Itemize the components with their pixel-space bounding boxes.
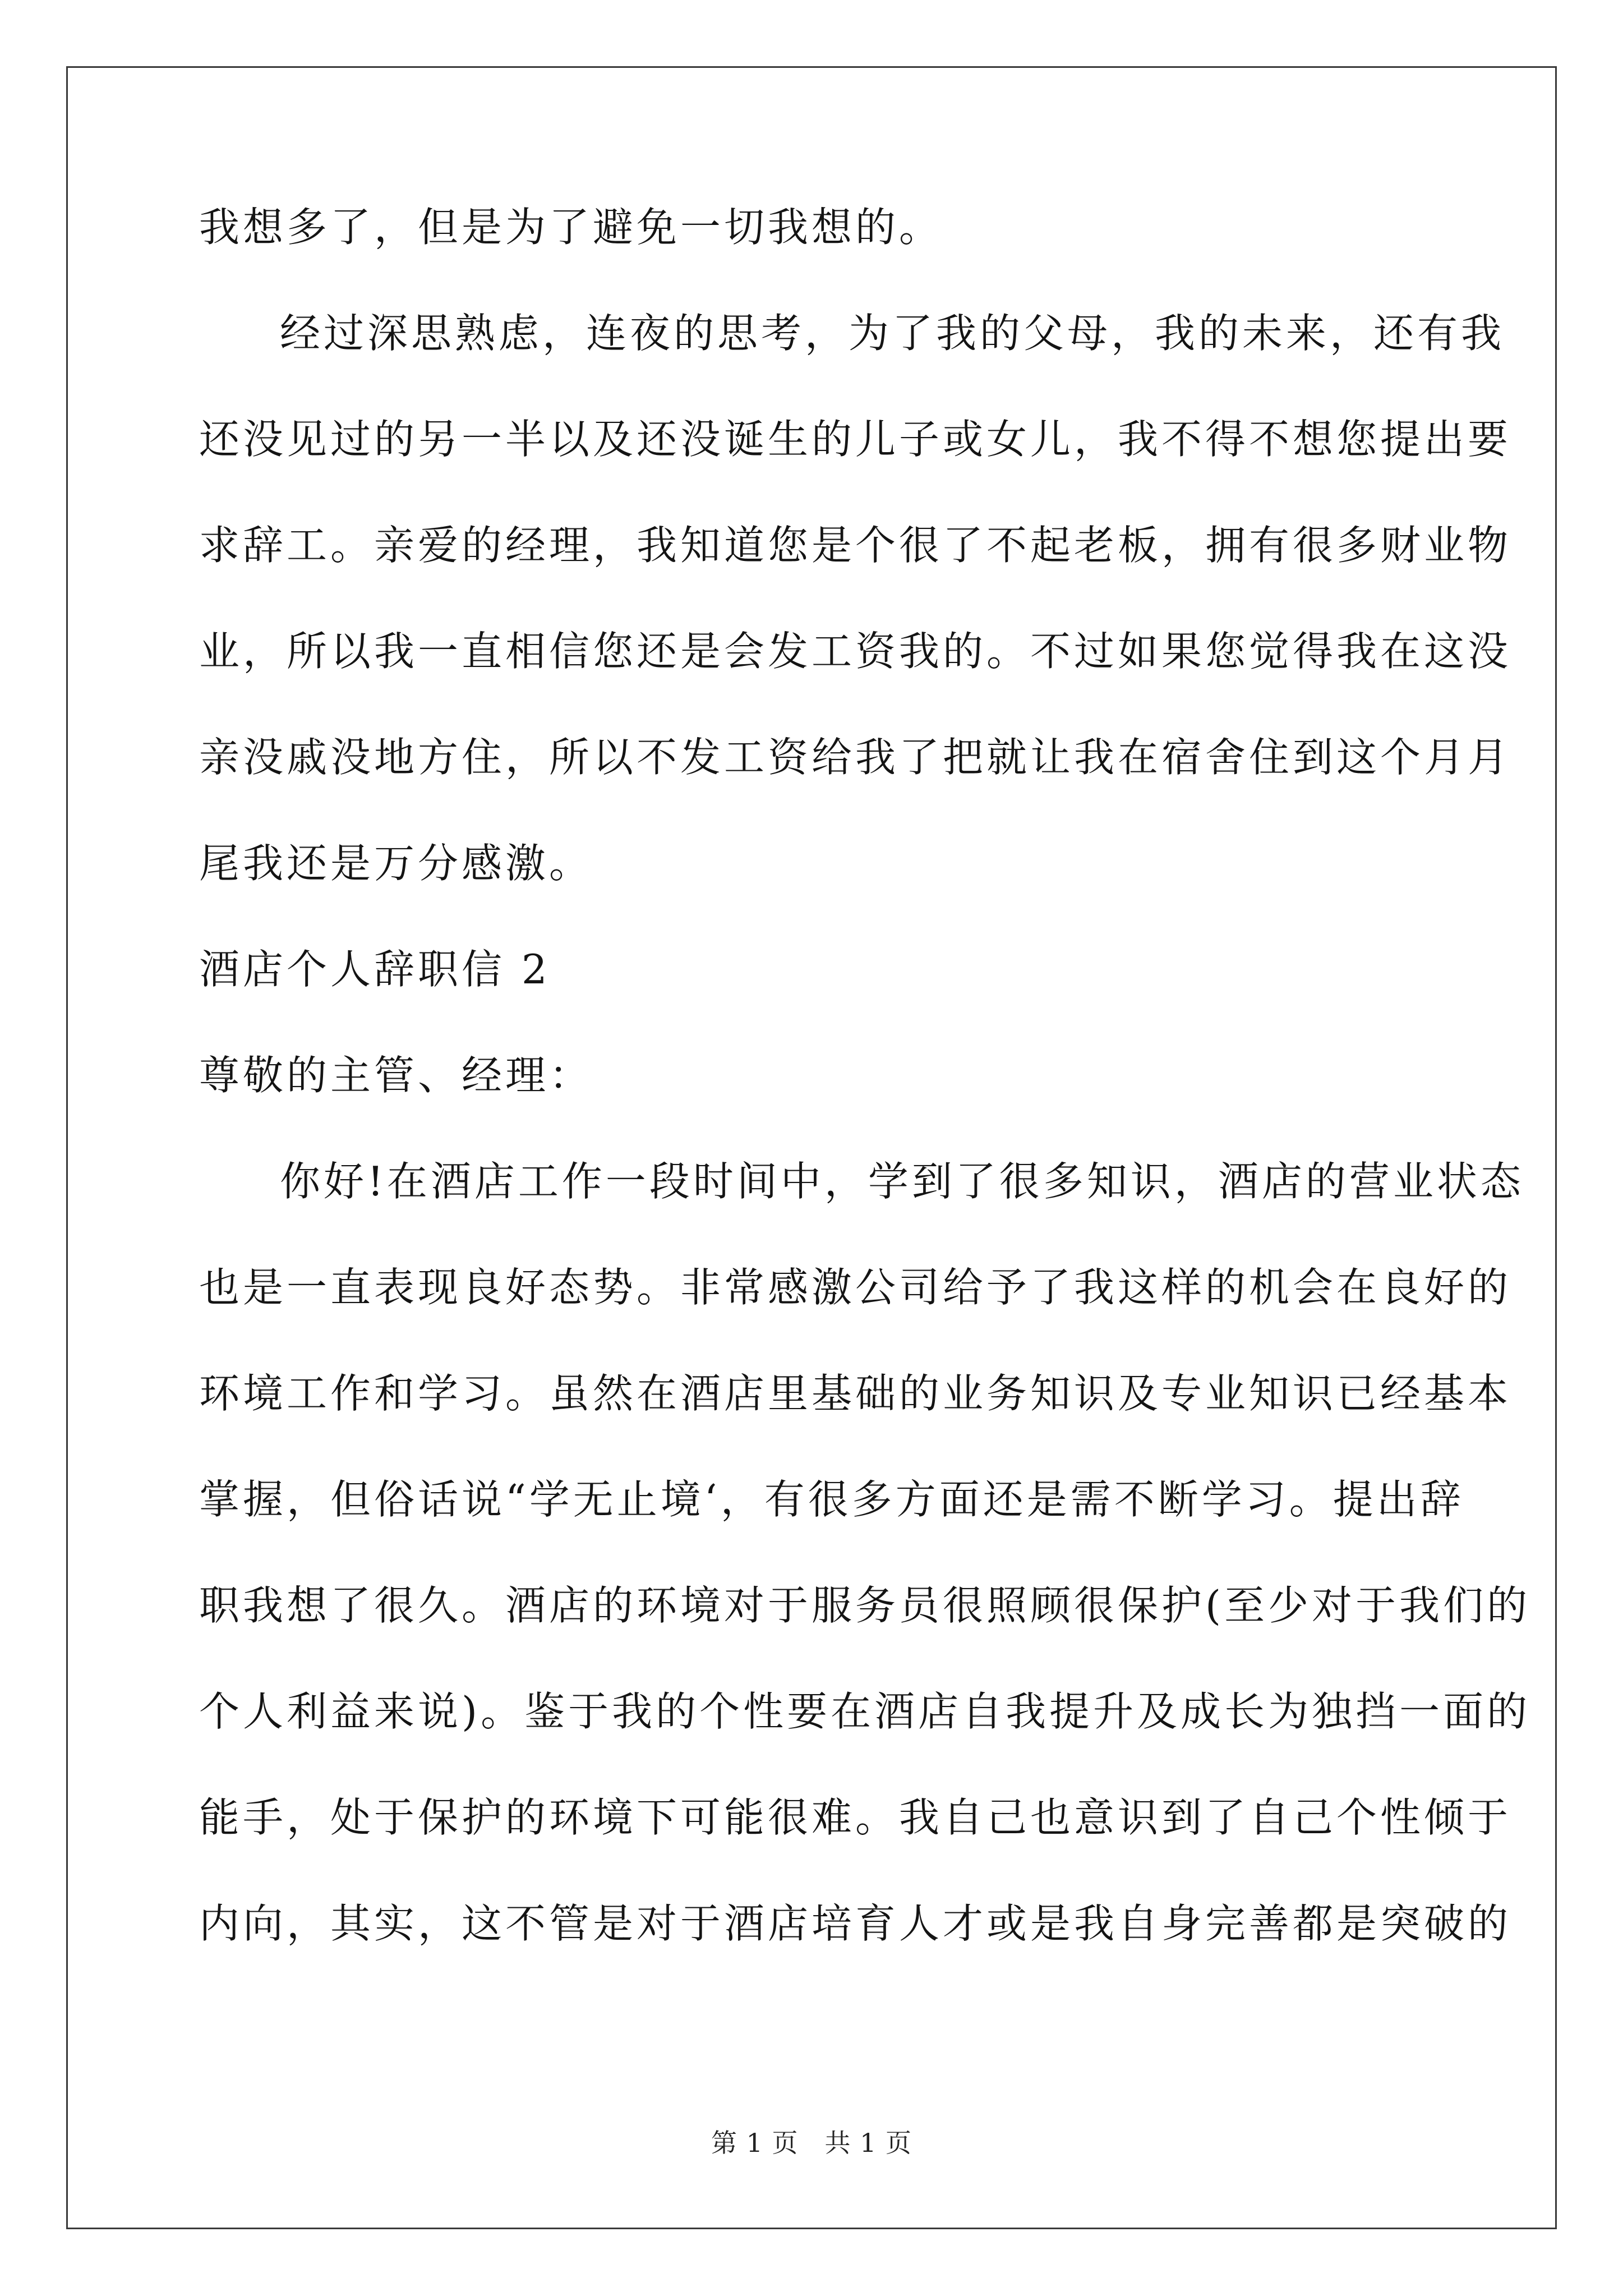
text-line: 我想多了，但是为了避免一切我想的。: [199, 204, 943, 251]
text-line: 职我想了很久。酒店的环境对于服务员很照顾很保护(至少对于我们的: [199, 1582, 1531, 1629]
text-line: 能手，处于保护的环境下可能很难。我自己也意识到了自己个性倾于: [199, 1794, 1512, 1841]
text-line: 亲没戚没地方住，所以不发工资给我了把就让我在宿舍住到这个月月: [199, 734, 1512, 781]
paragraph-line: 经过深思熟虑，连夜的思考，为了我的父母，我的未来，还有我: [280, 310, 1505, 357]
page-number: 第 1 页 共 1 页: [711, 2128, 912, 2158]
paragraph-line: 你好!在酒店工作一段时间中，学到了很多知识，酒店的营业状态: [280, 1158, 1524, 1205]
text-line: 求辞工。亲爱的经理，我知道您是个很了不起老板，拥有很多财业物: [199, 522, 1512, 569]
salutation: 尊敬的主管、经理：: [199, 1052, 593, 1099]
text-line: 也是一直表现良好态势。非常感激公司给予了我这样的机会在良好的: [199, 1264, 1512, 1311]
text-line: 尾我还是万分感激。: [199, 840, 593, 887]
text-line: 掌握，但俗话说“学无止境‘，有很多方面还是需不断学习。提出辞: [199, 1476, 1464, 1523]
text-line: 环境工作和学习。虽然在酒店里基础的业务知识及专业知识已经基本: [199, 1370, 1512, 1417]
section-heading: 酒店个人辞职信 2: [199, 946, 551, 993]
text-line: 业，所以我一直相信您还是会发工资我的。不过如果您觉得我在这没: [199, 628, 1512, 675]
text-line: 内向，其实，这不管是对于酒店培育人才或是我自身完善都是突破的: [199, 1900, 1512, 1947]
text-line: 个人利益来说)。鉴于我的个性要在酒店自我提升及成长为独挡一面的: [199, 1688, 1531, 1735]
text-line: 还没见过的另一半以及还没诞生的儿子或女儿，我不得不想您提出要: [199, 416, 1512, 463]
